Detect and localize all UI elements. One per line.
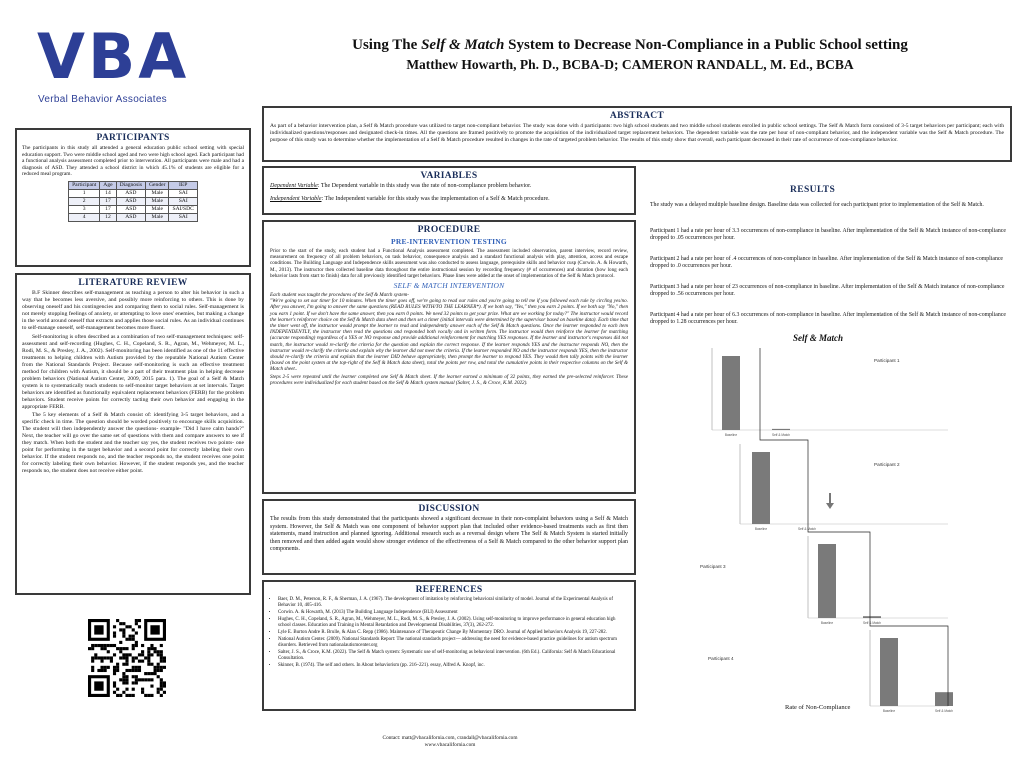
table-cell: 1 [69,189,100,197]
variables-panel [262,166,636,215]
poster-authors: Matthew Howarth, Ph. D., BCBA-D; CAMERON RANDALL, M. Ed., BCBA [406,57,854,72]
table-cell: 17 [100,205,116,213]
table-row [69,197,198,205]
table-cell: ASD [116,205,145,213]
table-cell: ASD [116,189,145,197]
reference-item: • Corwin. A. & Howarth, M. (2013) The Building Language Independence (BLI) Assessment [278,610,628,616]
table-cell: SAI/SDC [169,205,197,213]
table-cell: SAI [169,197,197,205]
reference-item: • Hughes, C. H., Copeland, S. R., Agran, M., Wehmeyer, M. L., Rodi, M. S., & Presley, J. A. (2002). Using self-monitoring to improve performance in general education high school classes. Education and Training in Mental Retardation and Developmental Disabilities, 37(3), 262-272. [278,617,628,629]
participants-table [68,181,198,222]
contact-emails[interactable]: Contact: matt@vbacalifornia.com, crandall@vbacalifornia.com [382,735,518,741]
table-header: IEP [169,181,197,189]
self-match-steps: Steps 2-5 were repeated until the learner completed one Self & Match sheet. If the learner earned a minimum of 32 points, they earned the pre-selected reinforcer. These procedures were individualized for each student based on the Self & Match system manual (Salter, J. S., & Croce, K.M. 2022). [270,373,628,386]
literature-paragraph: Self-monitoring is often described as a combination of two self-management techniques: self-assessment and self-recording (Hughes, C. H., Copeland, S. R., Agran, M., Wehmeyer, M. L., Rodi, M. S., & Presley, J. A., 2002). Self-monitoring has been identified as one of the 11 effective treatments to helping children with Autism provided by the reputable National Autism Center from the National Standards Project. Because self-monitoring is such an effective treatment method for children with Autism, it should be a part of their treatment plan in helping decrease problem behaviors (National Autism Center, 2009, 2015 para. 1). The goal of a Self & Match system is to systematically teach students to self-monitor target behaviors at set intervals. Target behaviors are identified as functionally equivalent replacement behaviors (FERB) for the problem behaviors. Student receive points for correctly tacting their own behavior and engaging in the appropriate FERB. [22,333,244,410]
participants-text: The participants in this study all attended a general education public school setting with special education support. Two were middle school aged and two were high school aged. Each participant had a functional analysis assessment completed prior to intervention. All participants were male and had a diagnosis of ASD. They attended a school district in which 45.1% of students are eligible for a reduced meal program. [22,145,244,178]
variables-iv: Independent Variable: The Independent variable for this study was the implementation of a Self & Match procedure. [270,196,550,203]
discussion-panel [262,499,636,575]
results-item: Participant 4 had a rate per hour of 6.3 occurrences of non-compliance in baseline. After implementation of the Self & Match instance of non-compliance dropped to 1.28 occurrences per hour. [650,312,1006,326]
reference-item: • Baer, D. M., Peterson, R. F., & Sherman, J. A. (1967). The development of imitation by reinforcing behavioral similarity of model. Journal of the Experimental Analysis of Behavior 10, 405-416. [278,597,628,609]
self-match-text: "We're going to set our timer for 10 minutes. When the timer goes off, we're going to read our rules and you're going to tell me if you followed each rule by circling yes/no. After you answer, I'm going to answer the same questions (READ RULES WITH/TO THE LEARNER*). If we both say, "Yes," then you earn 2 points. If we both say "No," then you earn 1 point. If we don't have the same answer, then you earn 0 points. We need 32 points to get your prize. What are we working for today?" The instructor would record the learner's reinforcer choice on the Self & Match data sheet and then set a timer (initial intervals were determined by the supervisor based on baseline data). Each time that the timer went off, the instructor would prompt the learner to read and independently answer each of the Self & Match questions. Once the learner responded to each item INDEPENDENTLY, the instructor then read the questions and responded both vocally and in written form. The instructor would then reinforce the learner for matching (accurate responding) regardless of a YES or NO response and provide additional reinforcement for matching YES responses. If the learner and instructor's responses did not match, the instructor would re-clarify the criteria for the question and explain the correct response. If the learner responds YES and the instructor responds NO, then the instructor would re-clarify the criteria and explain why the learner did not meet the criteria. If the learner responded NO and the instructor responds YES, then the instructor should re-clarify the criteria and explain that the learner DID behave appropriately, then prompt the learner to respond YES. They would then tally points with the learner (based on the point system at the top-right of the Self & Match data sheet), total the points per row, and total the cumulative points in their respective columns on the Self & Match sheet.. [270,298,628,373]
x-tick-label: Self & Match [862,621,882,625]
x-tick-label: Baseline [754,527,768,531]
bar-participant-3-1 [863,616,881,618]
table-cell: 14 [100,189,116,197]
phase-change-line [760,348,948,706]
literature-paragraph: B.F Skinner describes self-management as teaching a person to alter his behavior in such a way that he becomes less aversive, and possibly more reinforcing to others. This is done by observing oneself and his contingencies and comparing them to social rules. Self-management is not merely stopping feelings of anxiety, or attempting to love ones' enemies, but making a change in the world around oneself that extracts and applies those social rules. As an individual continues to self-manage oneself, self-management becomes more fluent. [22,290,244,331]
table-cell: 2 [69,197,100,205]
variables-dv: Dependent Variable: The Dependent variable in this study was the rate of non-compliance problem behavior. [270,183,532,189]
table-row [69,205,198,213]
literature-paragraph: The 5 key elements of a Self & Match consist of: identifying 3-5 target behaviors, and a specific check in time. The question should be worded positively to encourage skills acquisition. The student will then independently answer the questions- example- "Did I have calm hands?" Next, the teacher will go over the same set of questions with them and compare answers to see if they match. When both the student and the teacher say yes, the student receives two points- one point for performing in the target behavior and a second point for correctly labeling their own behavior. If the student responds no, and the teacher responds no, the student receives one point for correctly labeling their own behavior. However, if the student responds yes, and the teacher responds no, the student does not receive either point. [22,412,244,474]
table-cell: 12 [100,213,116,221]
discussion-text: The results from this study demonstrated that the participants showed a significant decrease in their non-complaint behaviors using a Self & Match system. However, the Self & Match was one component of behavior support plan that included other evidence-based treatments such as first then statements, mand instruction and planned ignoring. Additional research such as a reversal design where The Self & Match System is started initially then removed and then added again would show stronger evidence of the effectiveness of a Self & Match compared to the other behavior support plan components. [270,516,628,553]
contact-info [320,735,580,749]
table-header: Age [100,181,116,189]
table-header: Participant [69,181,100,189]
bar-participant-4-1 [935,692,953,706]
table-cell: 3 [69,205,100,213]
participants-heading: PARTICIPANTS [96,133,170,143]
table-cell: SAI [169,189,197,197]
variables-heading: VARIABLES [420,171,478,181]
pre-intervention-heading: PRE-INTERVENTION TESTING [391,237,507,246]
table-header: Diagnosis [116,181,145,189]
abstract-heading: ABSTRACT [609,111,665,121]
discussion-heading: DISCUSSION [418,504,480,514]
contact-website[interactable]: www.vbacalifornia.com [424,742,476,749]
references-heading: REFERENCES [415,585,483,595]
arrow-head-icon [826,503,834,509]
abstract-text: As part of a behavior intervention plan, a Self & Match procedure was utilized to target non-compliant behavior. The study was done with 4 participants: two high school students and two middle school students enrolled in public school settings. The Self & Match form consisted of 3-5 target behaviors per participant; each with individualized questions/responses and designated check-in times. All the questions are framed positively to promote the acquisition of the individualized target replacement behaviors. The dependent variable was the rate per hour of non-compliant behavior, and the independent variable was the Self & Match procedure. The purpose of this study was to determine whether the implementation of a Self & Match procedure resulted in changes in the rate of targeted problem behavior. The results of this study show that overall, each participant decreased in their rate of occurrence of non-compliance behavior. [270,123,1004,143]
x-tick-label: Baseline [724,433,738,437]
table-cell: ASD [116,197,145,205]
poster-title: Using The Self & Match System to Decrease Non-Compliance in a Public School setting [352,37,908,53]
table-cell: Male [146,189,169,197]
series-label: Participant 1 [874,358,900,363]
bar-participant-1-1 [772,429,790,430]
table-cell: ASD [116,213,145,221]
x-tick-label: Self & Match [771,433,791,437]
reference-item: • Skinner, B. (1974). The self and others. In About behaviorism (pp. 216–221). essay, Alfred A. Knopf, inc. [278,663,628,669]
table-header: Gender [146,181,169,189]
table-cell: 4 [69,213,100,221]
references-list [270,597,628,669]
literature-panel [15,273,251,595]
x-tick-label: Self & Match [934,709,954,713]
chart-title: Self & Match [793,333,844,343]
results-item: Participant 2 had a rate per hour of .4 occurrences of non-compliance in baseline. After implementation of the Self & Match instance of non-compliance dropped to .0 occurrences per hour. [650,256,1004,270]
x-tick-label: Baseline [820,621,834,625]
results-heading: RESULTS [790,185,836,195]
bar-participant-4-0 [880,638,898,706]
participants-panel [15,128,251,267]
table-cell: Male [146,197,169,205]
table-cell: SAI [169,213,197,221]
chart-xlabel: Rate of Non-Compliance [785,704,851,711]
bar-participant-3-0 [818,544,836,618]
results-intro: The study was a delayed multiple baseline design. Baseline data was collected for each participant prior to implementation of the Self & Match. [650,202,984,208]
table-row [69,213,198,221]
arrow-stem [829,493,831,503]
procedure-heading: PROCEDURE [417,225,481,235]
series-label: Participant 3 [700,564,726,569]
literature-heading: LITERATURE REVIEW [78,278,188,288]
procedure-panel [262,220,636,494]
reference-item: • Salter, J. S., & Croce, K.M. (2022). The Self & Match system: Systematic use of self-monitoring as behavioral intervention. (6th Ed.). California: Self & Match Educational Consultation. [278,650,628,662]
literature-text [22,290,244,475]
table-cell: 17 [100,197,116,205]
logo-subtitle: Verbal Behavior Associates [38,94,167,105]
reference-item: • National Autism Center. (2009). National Standards Report: The national standards project— addressing the need for evidence-based practice guidelines for autism spectrum disorders. Retrieved from nationalautismcenter.org [278,637,628,649]
pre-intervention-text: Prior to the start of the study, each student had a Functional Analysis assessment completed. The assessment included observation, parent interview, record review, measurement on frequency of all problem behaviors, on task behavior, consequence analysis and a standard functional analysis with play, attention, access and escape conditions. The Building Language and Independence skills assessment was also conducted to assess language, prerequisite skills and behavior cusp (Corwin. A. & Howarth, M., 2013). The instructor then collected baseline data throughout the entire instructional session by recording frequency (# of occurrences) and duration (how long each behavior lasts from start to finish) data for all previously identified target behaviors. Phase lines were added at the onset of implementation of the Self & Match protocol. [270,248,628,279]
table-cell: Male [146,205,169,213]
vba-logo: VBA [37,20,190,93]
table-row [69,189,198,197]
abstract-panel [262,106,1012,162]
bar-participant-1-0 [722,356,740,430]
self-match-heading: SELF & MATCH INTERVENTION [393,281,505,291]
table-cell: Male [146,213,169,221]
reference-item: • Lyle E. Burton Andre R. Brulle, & Alan C. Repp (1986). Maintenance of Therapeutic Change By Momentary DRO. Journal of Applied behaviors Analysis 19, 227-282. [278,630,628,636]
x-tick-label: Baseline [882,709,896,713]
x-tick-label: Self & Match [797,527,817,531]
results-item: Participant 3 had a rate per hour of 23 occurrences of non-compliance in baseline. After implementation of the Self & Match instance of non-compliance dropped to .56 occurrences per hour. [650,284,1005,298]
self-match-intro: Each student was taught the procedures of the Self & Match system- [270,292,409,299]
series-label: Participant 2 [874,462,900,467]
references-panel [262,580,636,711]
results-item: Participant 1 had a rate per hour of 3.3 occurrences of non-compliance in baseline. After implementation of the Self & Match instance of non-compliance dropped to .05 occurrences per hour. [650,228,1006,242]
qr-code[interactable] [88,619,166,697]
bar-participant-2-0 [752,452,770,524]
series-label: Participant 4 [708,656,734,661]
